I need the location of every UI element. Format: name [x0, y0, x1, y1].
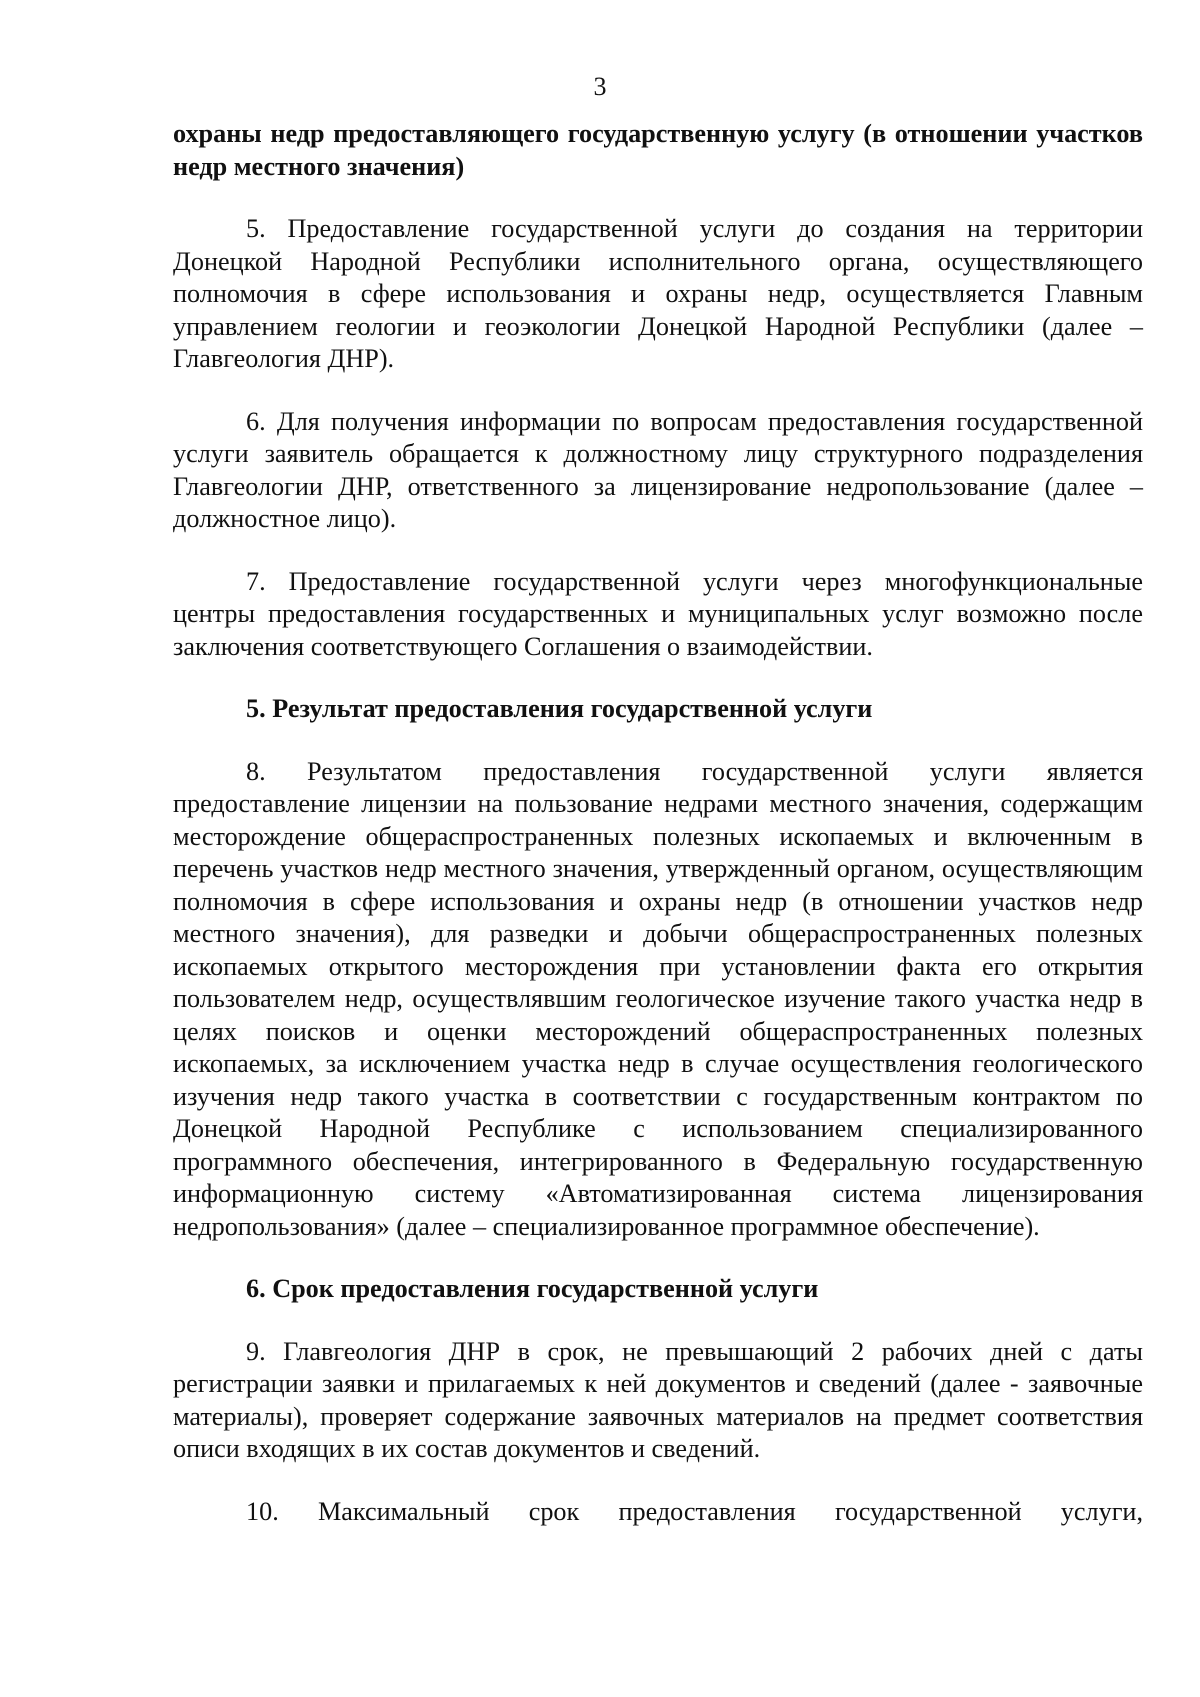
paragraph-9: 9. Главгеология ДНР в срок, не превышающий 2 рабочих дней с даты регистрации заявки и прилагаемых к ней документов и сведений (далее - заявочные материалы), проверяет содержание заявочных материалов на предмет соответствия описи входящих в их состав документов и сведений. — [173, 1336, 1143, 1463]
paragraph-7: 7. Предоставление государственной услуги через многофункциональные центры предоставления государственных и муниципальных услуг возможно после заключения соответствующего Соглашения о взаимодействии. — [173, 566, 1143, 661]
spacer — [173, 726, 1143, 756]
paragraph-10: 10. Максимальный срок предоставления государственной услуги, — [246, 1496, 1143, 1526]
spacer — [173, 1306, 1143, 1336]
paragraph-5: 5. Предоставление государственной услуги до создания на территории Донецкой Народной Республики исполнительного органа, осуществляющего полномочия в сфере использования и охраны недр, осуществляется Главным управлением геологии и геоэкологии Донецкой Народной Республики (далее – Главгеология ДНР). — [173, 214, 1143, 373]
heading-term: 6. Срок предоставления государственной услуги — [246, 1274, 819, 1303]
page-number: 3 — [593, 72, 607, 101]
section-intro-heading: охраны недр предоставляющего государственную услугу (в отношении участков недр местного значения) — [173, 119, 1143, 181]
spacer — [173, 183, 1143, 213]
document-body — [173, 118, 1143, 1528]
spacer — [173, 1466, 1143, 1496]
spacer — [173, 536, 1143, 566]
heading-result: 5. Результат предоставления государственной услуги — [246, 694, 873, 723]
spacer — [173, 1243, 1143, 1273]
spacer — [173, 663, 1143, 693]
paragraph-8: 8. Результатом предоставления государственной услуги является предоставление лицензии на пользование недрами местного значения, содержащим месторождение общераспространенных полезных ископаемых и включенным в перечень участков недр местного значения, утвержденный органом, осуществляющим полномочия в сфере использования и охраны недр (в отношении участков недр местного значения), для разведки и добычи общераспространенных полезных ископаемых открытого месторождения при установлении факта его открытия пользователем недр, осуществлявшим геологическое изучение такого участка недр в целях поисков и оценки месторождений общераспространенных полезных ископаемых, за исключением участка недр в случае осуществления геологического изучения недр такого участка в соответствии с государственным контрактом по Донецкой Народной Республике с использованием специализированного программного обеспечения, интегрированного в Федеральную государственную информационную систему «Автоматизированная система лицензирования недропользования» (далее – специализированное программное обеспечение). — [173, 756, 1143, 1241]
paragraph-6: 6. Для получения информации по вопросам предоставления государственной услуги заявитель обращается к должностному лицу структурного подразделения Главгеологии ДНР, ответственного за лицензирование недропользование (далее – должностное лицо). — [173, 406, 1143, 533]
spacer — [173, 376, 1143, 406]
